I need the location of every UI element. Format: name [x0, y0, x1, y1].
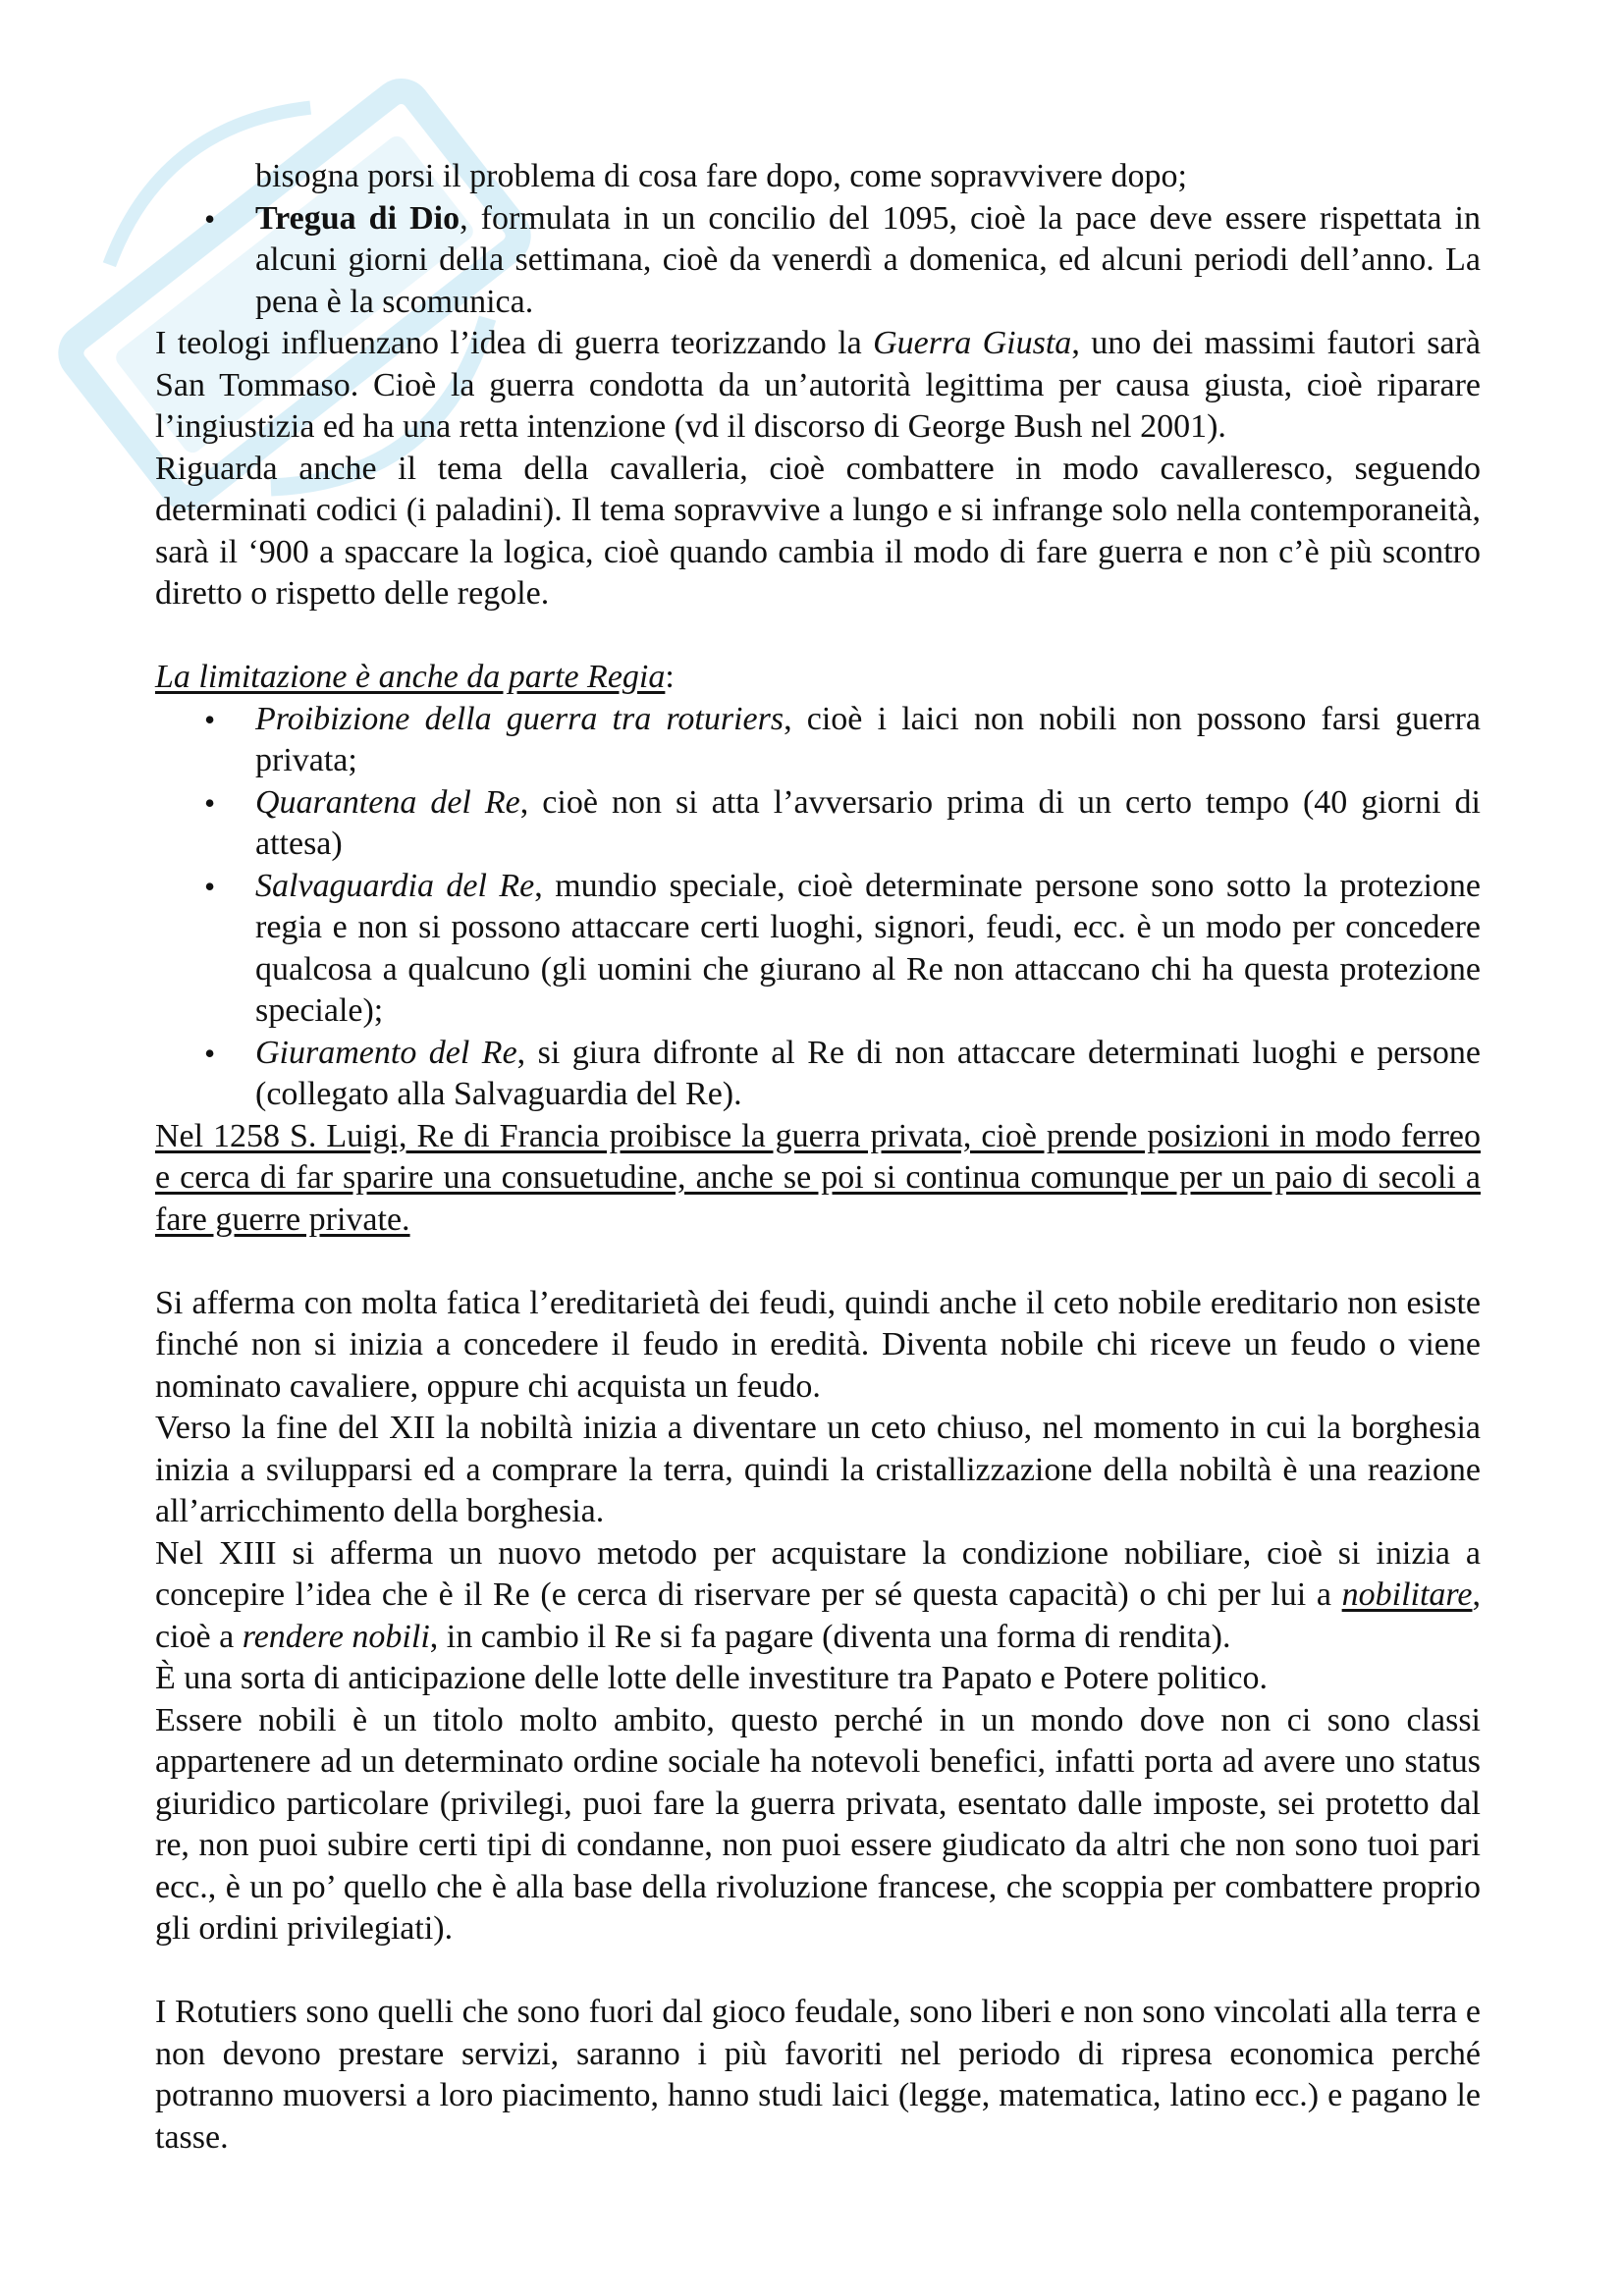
paragraph-guerra-giusta: I teologi influenzano l’idea di guerra teorizzando la Guerra Giusta, uno dei massimi fautori sarà San Tommaso. Cioè la guerra condotta da un’autorità legittima per causa giusta, cioè riparare l’ingiustizia ed ha una retta intenzione (vd il discorso di George Bush nel 2001).: [155, 325, 1481, 445]
list-item-giuramento: • Giuramento del Re, si giura difronte al Re di non attaccare determinati luoghi e persone (collegato alla Salvaguardia del Re).: [155, 1033, 1481, 1116]
paragraph-rotutiers: I Rotutiers sono quelli che sono fuori dal gioco feudale, sono liberi e non sono vincolati alla terra e non devono prestare servizi, saranno i più favoriti nel periodo di ripresa economica perché potranno muoversi a loro piacimento, hanno studi laici (legge, matematica, latino ecc.) e pagano le tasse.: [155, 1994, 1481, 2156]
term-tregua-di-dio: Tregua di Dio: [255, 199, 460, 237]
document-body: [155, 156, 1481, 2159]
paragraph-ereditarieta: Si afferma con molta fatica l’ereditarietà dei feudi, quindi anche il ceto nobile ereditario non esiste finché non si inizia a concedere il feudo in eredità. Diventa nobile chi riceve un feudo o viene nominato cavaliere, oppure chi acquista un feudo.: [155, 1284, 1481, 1405]
paragraph-ceto-chiuso: Verso la fine del XII la nobiltà inizia a diventare un ceto chiuso, nel momento in cui la borghesia inizia a svilupparsi ed a comprare la terra, quindi la cristallizzazione della nobiltà è una reazione all’arricchimento della borghesia.: [155, 1410, 1481, 1529]
list-item-proibizione: • Proibizione della guerra tra roturiers, cioè i laici non nobili non possono farsi guerra privata;: [155, 699, 1481, 782]
list-item-quarantena: • Quarantena del Re, cioè non si atta l’avversario prima di un certo tempo (40 giorni di attesa): [155, 782, 1481, 866]
paragraph-san-luigi: Nel 1258 S. Luigi, Re di Francia proibisce la guerra privata, cioè prende posizioni in modo ferreo e cerca di far sparire una consuetudine, anche se poi si continua comunque per un paio di secoli a fare guerre private.: [155, 1117, 1481, 1238]
paragraph-essere-nobili: Essere nobili è un titolo molto ambito, questo perché in un mondo dove non ci sono classi appartenere ad un determinato ordine sociale ha notevoli benefici, infatti porta ad avere uno status giuridico particolare (privilegi, puoi fare la guerra privata, esentato dalle imposte, sei protetto dal re, non puoi subire certi tipi di condanne, non puoi essere giudicato da altri che non sono tuoi pari ecc., è un po’ quello che è alla base della rivoluzione francese, che scoppia per combattere proprio gli ordini privilegiati).: [155, 1701, 1481, 1947]
royal-limitations-list: [155, 699, 1481, 1116]
paragraph-investiture: È una sorta di anticipazione delle lotte delle investiture tra Papato e Potere politico.: [155, 1660, 1268, 1696]
paragraph-nobilitare: Nel XIII si afferma un nuovo metodo per acquistare la condizione nobiliare, cioè si inizia a concepire l’idea che è il Re (e cerca di riservare per sé questa capacità) o chi per lui a nobilitare, cioè a rendere nobili, in cambio il Re si fa pagare (diventa una forma di rendita).: [155, 1534, 1481, 1655]
term-nobilitare: nobilitare: [1341, 1576, 1473, 1613]
list-item-salvaguardia: • Salvaguardia del Re, mundio speciale, cioè determinate persone sono sotto la protezione regia e non si possono attaccare certi luoghi, signori, feudi, ecc. è un modo per concedere qualcosa a qualcuno (gli uomini che giurano al Re non attaccano chi ha questa protezione speciale);: [155, 866, 1481, 1033]
paragraph-cavalleria: Riguarda anche il tema della cavalleria, cioè combattere in modo cavalleresco, seguendo determinati codici (i paladini). Il tema sopravvive a lungo e si infrange solo nella contemporaneità, sarà il ‘900 a spaccare la logica, cioè quando cambia il modo di fare guerra e non c’è più scontro diretto o rispetto delle regole.: [155, 450, 1481, 612]
list-item-tregua-di-dio: • Tregua di Dio, formulata in un concilio del 1095, cioè la pace deve essere rispettata in alcuni giorni della settimana, cioè da venerdì a domenica, ed alcuni periodi dell’anno. La pena è la scomunica.: [155, 198, 1481, 324]
term-rendere-nobili: rendere nobili: [242, 1618, 430, 1655]
term-guerra-giusta: Guerra Giusta: [873, 325, 1072, 361]
heading-limitazione-regia: La limitazione è anche da parte Regia:: [155, 659, 675, 695]
bullet-continuation: bisogna porsi il problema di cosa fare dopo, come sopravvivere dopo;: [255, 158, 1187, 194]
church-limitations-list: [155, 198, 1481, 324]
